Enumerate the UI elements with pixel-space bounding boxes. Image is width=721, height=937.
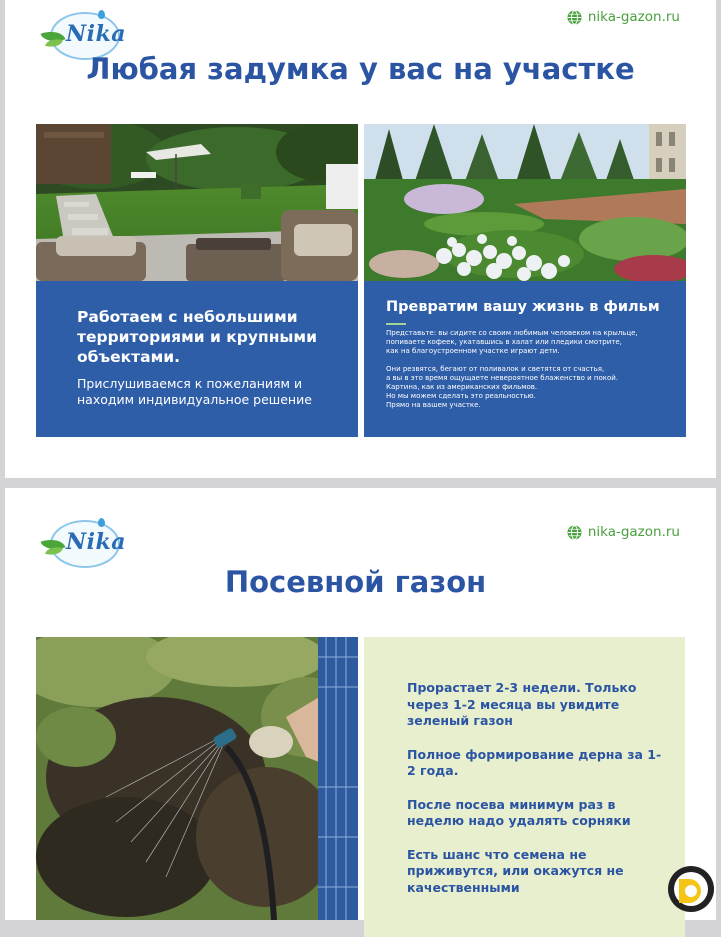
patio-lawn-photo	[36, 124, 358, 281]
app-badge-icon[interactable]	[667, 865, 715, 913]
water-drop-icon	[98, 518, 105, 527]
body-line: Представьте: вы сидите со своим любимым человеком на крыльце,	[386, 329, 638, 337]
card-heading: Работаем с небольшими территориями и крупными объектами.	[77, 308, 317, 366]
body-line: Прямо на вашем участке.	[386, 401, 481, 410]
body-line: как на благоустроенном участке играют дети.	[386, 347, 560, 356]
garden-flowers-photo	[364, 124, 686, 281]
facts-list	[407, 680, 667, 913]
website-link[interactable]	[567, 9, 680, 25]
info-card-movie-life	[364, 281, 686, 437]
water-drop-icon	[98, 10, 105, 19]
fact-item: После посева минимум раз в неделю надо удалять сорняки	[407, 796, 631, 828]
body-line: Они резвятся, бегают от поливалок и светятся от счастья,	[386, 364, 605, 373]
globe-icon	[567, 10, 582, 25]
body-line: Картина, как из американских фильмов.	[386, 383, 538, 392]
website-link[interactable]	[567, 524, 680, 540]
fact-item: Прорастает 2-3 недели. Только через 1-2 месяца вы увидите зеленый газон	[407, 680, 637, 728]
page-title: Любая задумка у вас на участке	[86, 52, 635, 86]
logo-word: Nika	[66, 529, 126, 555]
card-body-text	[386, 329, 686, 411]
logo-word: Nika	[66, 21, 126, 47]
watering-lawn-photo	[36, 637, 358, 920]
body-line: попиваете кофеек, укатавшись в халат или пледики смотрите,	[386, 338, 622, 347]
fact-item: Полное формирование дерна за 1-2 года.	[407, 746, 662, 778]
fact-item: Есть шанс что семена не приживутся, или окажутся не качественными	[407, 846, 624, 895]
slide-landscape-ideas	[5, 0, 716, 478]
body-line: а вы в это время ощущаете невероятное блаженство и покой.	[386, 373, 619, 382]
globe-icon	[567, 525, 582, 540]
body-line: Но мы можем сделать это реальностью.	[386, 392, 536, 401]
website-text: nika-gazon.ru	[587, 9, 680, 25]
nika-logo	[40, 516, 128, 572]
card-heading: Превратим вашу жизнь в фильм	[386, 299, 660, 315]
info-card-territories	[36, 281, 358, 437]
heading-underline	[386, 323, 406, 325]
section-title: Посевной газон	[224, 565, 487, 599]
website-text: nika-gazon.ru	[587, 524, 680, 540]
card-subtext: Прислушиваемся к пожеланиям и находим индивидуальное решение	[77, 376, 312, 407]
